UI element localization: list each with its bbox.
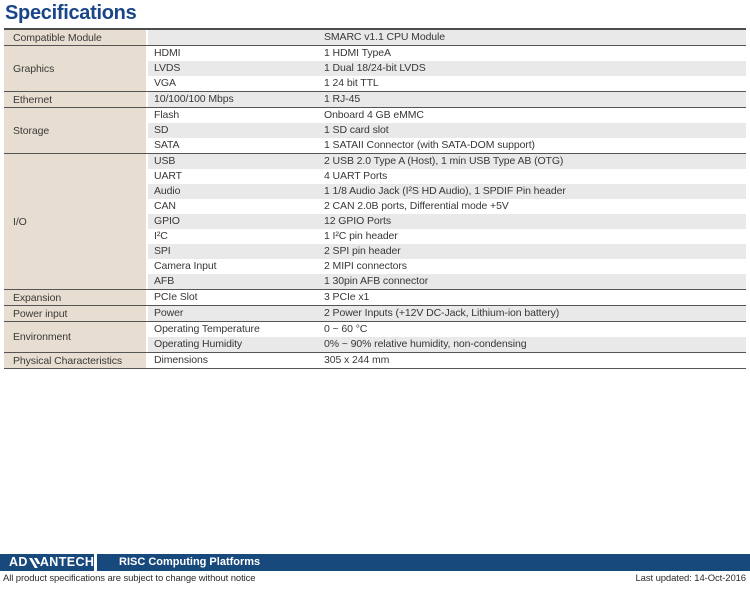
spec-group	[4, 154, 746, 290]
spec-row	[148, 123, 746, 138]
spec-subcategory: UART	[154, 170, 182, 182]
spec-row	[148, 169, 746, 184]
spec-value: 2 SPI pin header	[324, 245, 401, 257]
spec-category-label: Physical Characteristics	[13, 354, 123, 367]
spec-row	[148, 306, 746, 321]
spec-category-cell	[4, 353, 148, 368]
spec-subcategory: Dimensions	[154, 354, 208, 366]
spec-group	[4, 108, 746, 154]
spec-subcategory	[148, 30, 320, 45]
spec-rows	[148, 306, 746, 321]
spec-subcategory: SATA	[154, 139, 180, 151]
spec-group	[4, 306, 746, 322]
spec-category-cell	[4, 92, 148, 107]
spec-value: 1 1/8 Audio Jack (I²S HD Audio), 1 SPDIF Pin header	[324, 185, 566, 197]
spec-subcategory: HDMI	[154, 47, 181, 59]
spec-subcategory: Audio	[154, 185, 181, 197]
spec-group	[4, 290, 746, 306]
spec-group	[4, 46, 746, 92]
spec-value: 2 CAN 2.0B ports, Differential mode +5V	[324, 200, 509, 212]
spec-rows	[148, 46, 746, 91]
spec-category-label: Power input	[13, 307, 68, 320]
spec-category-label: Graphics	[13, 62, 55, 75]
spec-value: SMARC v1.1 CPU Module	[324, 31, 446, 43]
spec-value: 2 USB 2.0 Type A (Host), 1 min USB Type AB (OTG)	[324, 155, 564, 167]
spec-subcategory: VGA	[154, 77, 176, 89]
spec-subcategory: USB	[154, 155, 176, 167]
spec-rows	[148, 322, 746, 352]
spec-row	[148, 92, 746, 107]
spec-subcategory: CAN	[154, 200, 176, 212]
spec-value: 1 SATAII Connector (with SATA-DOM support)	[324, 139, 535, 151]
footer-banner-title: RISC Computing Platforms	[119, 556, 261, 568]
spec-category-label: Ethernet	[13, 93, 52, 106]
spec-group	[4, 30, 746, 46]
spec-subcategory: I²C	[154, 230, 168, 242]
spec-value: 1 SD card slot	[324, 124, 389, 136]
spec-row	[148, 337, 746, 352]
spec-row	[148, 353, 746, 368]
spec-value: 1 RJ-45	[324, 93, 361, 105]
spec-value: 3 PCIe x1	[324, 291, 370, 303]
spec-subcategory: LVDS	[154, 62, 181, 74]
specifications-table	[4, 28, 746, 369]
spec-rows	[148, 353, 746, 368]
spec-rows	[148, 108, 746, 153]
spec-subcategory: Camera Input	[154, 260, 217, 272]
advantech-logo-text	[9, 554, 94, 571]
spec-category-cell	[4, 306, 148, 321]
spec-value: 0% ~ 90% relative humidity, non-condensing	[324, 338, 527, 350]
spec-subcategory: Operating Humidity	[154, 338, 243, 350]
spec-value: 2 MIPI connectors	[324, 260, 407, 272]
spec-category-label: Storage	[13, 124, 50, 137]
spec-subcategory: 10/100/100 Mbps	[154, 93, 234, 105]
footer-last-updated: Last updated: 14-Oct-2016	[635, 573, 746, 584]
spec-value: 1 30pin AFB connector	[324, 275, 429, 287]
spec-group	[4, 322, 746, 353]
spec-group	[4, 92, 746, 108]
spec-value: 2 Power Inputs (+12V DC-Jack, Lithium-ion battery)	[324, 307, 560, 319]
spec-category-cell	[4, 290, 148, 305]
spec-row	[148, 290, 746, 305]
spec-category-cell	[4, 154, 148, 289]
spec-value: 12 GPIO Ports	[324, 215, 391, 227]
spec-subcategory: AFB	[154, 275, 175, 287]
spec-rows	[148, 154, 746, 289]
spec-subcategory: GPIO	[154, 215, 180, 227]
page-title: Specifications	[5, 2, 137, 24]
spec-rows	[148, 92, 746, 107]
spec-subcategory: SPI	[154, 245, 171, 257]
logo-v-glyph	[29, 558, 39, 568]
spec-subcategory: PCIe Slot	[154, 291, 198, 303]
spec-row	[148, 322, 746, 337]
spec-row	[148, 138, 746, 153]
spec-subcategory: Flash	[154, 109, 180, 121]
spec-row	[148, 274, 746, 289]
spec-row	[148, 184, 746, 199]
spec-subcategory: Power	[154, 307, 184, 319]
spec-category-label: Expansion	[13, 291, 62, 304]
spec-category-label: Environment	[13, 331, 71, 343]
spec-row	[148, 108, 746, 123]
spec-category-label: I/O	[13, 215, 27, 228]
spec-value: 0 ~ 60 °C	[324, 323, 368, 335]
spec-row	[148, 244, 746, 259]
logo-text-suffix: ANTECH	[39, 555, 95, 569]
footer-disclaimer: All product specifications are subject to change without notice	[3, 573, 256, 584]
spec-subcategory: Operating Temperature	[154, 323, 260, 335]
spec-row	[148, 76, 746, 91]
spec-rows	[148, 290, 746, 305]
logo-text-prefix: AD	[9, 555, 28, 569]
spec-row	[148, 61, 746, 76]
spec-value: 4 UART Ports	[324, 170, 388, 182]
spec-category-cell	[4, 46, 148, 91]
spec-value: 1 I²C pin header	[324, 230, 398, 242]
spec-value: 1 HDMI TypeA	[324, 47, 391, 59]
spec-row	[148, 199, 746, 214]
spec-value: Onboard 4 GB eMMC	[324, 109, 424, 121]
spec-subcategory: SD	[154, 124, 169, 136]
spec-row	[148, 259, 746, 274]
spec-value: 1 24 bit TTL	[324, 77, 379, 89]
spec-row	[148, 46, 746, 61]
spec-category-cell	[4, 30, 148, 45]
spec-category-cell	[4, 108, 148, 153]
advantech-logo	[0, 554, 97, 571]
spec-rows	[148, 30, 746, 45]
spec-row	[148, 214, 746, 229]
spec-group	[4, 353, 746, 369]
footer-brand-bar	[0, 554, 750, 571]
spec-category-cell	[4, 322, 148, 352]
spec-row	[148, 154, 746, 169]
spec-row	[148, 30, 746, 45]
spec-category-label: Compatible Module	[13, 31, 102, 44]
spec-value: 1 Dual 18/24-bit LVDS	[324, 62, 426, 74]
spec-row	[148, 229, 746, 244]
spec-value: 305 x 244 mm	[324, 354, 390, 366]
